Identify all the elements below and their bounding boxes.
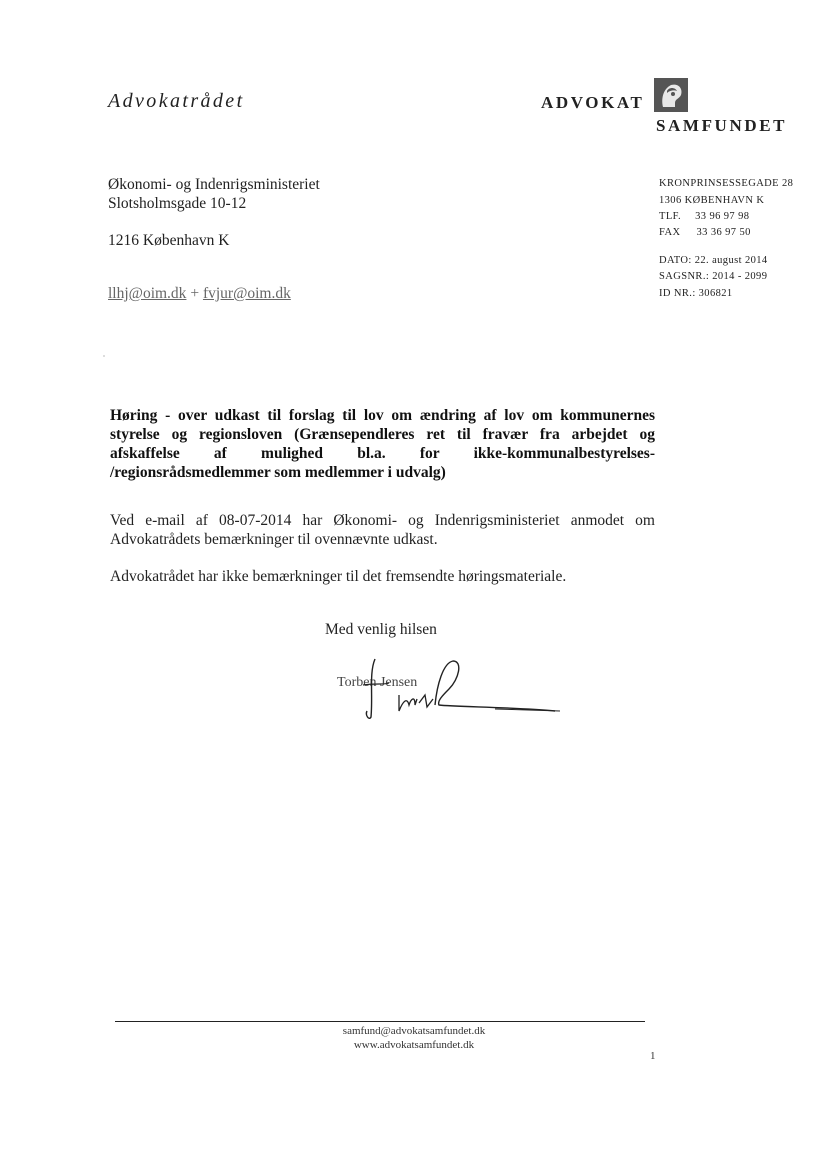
logo-text-advokat: ADVOKAT xyxy=(541,93,645,112)
phone-value: 33 96 97 98 xyxy=(695,211,750,222)
case-number: SAGSNR.: 2014 - 2099 xyxy=(659,271,768,282)
recipient-city: 1216 København K xyxy=(108,232,230,249)
fax-value: 33 36 97 50 xyxy=(696,227,751,238)
advokatsamfundet-emblem-icon xyxy=(653,77,689,113)
para1-line-1: Ved e-mail af 08-07-2014 har Økonomi- og Indenrigsministeriet anmodet om xyxy=(110,512,655,529)
para1-line-2: Advokatrådets bemærkninger til ovennævnte udkast. xyxy=(110,531,438,548)
email-link-1[interactable]: llhj@oim.dk xyxy=(108,285,187,302)
sender-street: KRONPRINSESSEGADE 28 xyxy=(659,178,794,189)
recipient-emails xyxy=(108,285,291,303)
department-name: Advokatrådet xyxy=(108,90,245,112)
footer-email[interactable]: samfund@advokatsamfundet.dk xyxy=(342,1025,486,1037)
body-paragraph-1 xyxy=(110,511,655,549)
recipient-street: Slotsholmsgade 10-12 xyxy=(108,195,247,212)
recipient-name: Økonomi- og Indenrigsministeriet xyxy=(108,176,320,193)
page-number: 1 xyxy=(650,1050,656,1062)
email-link-2[interactable]: fvjur@oim.dk xyxy=(202,285,291,302)
letter-subject xyxy=(110,406,655,482)
sender-fax xyxy=(659,227,751,238)
letter-date: DATO: 22. august 2014 xyxy=(659,255,768,266)
subject-line-1: Høring - over udkast til forslag til lov om ændring af lov om kommunernes xyxy=(110,407,655,424)
logo-text-samfundet: SAMFUNDET xyxy=(656,116,788,135)
sender-city: 1306 KØBENHAVN K xyxy=(659,195,765,206)
subject-line-2: styrelse og regionsloven (Grænsependleres ret til fravær fra arbejdet og xyxy=(110,426,655,443)
signatory-name: Torben Jensen xyxy=(337,675,418,690)
footer-website[interactable]: www.advokatsamfundet.dk xyxy=(353,1039,475,1051)
subject-line-3: afskaffelse af mulighed bl.a. for ikke-kommunalbestyrelses- xyxy=(110,445,655,462)
id-number: ID NR.: 306821 xyxy=(659,288,733,299)
handwritten-signature xyxy=(355,655,565,725)
fax-label: FAX xyxy=(659,227,681,238)
closing-greeting: Med venlig hilsen xyxy=(325,621,437,638)
body-paragraph-2: Advokatrådet har ikke bemærkninger til det fremsendte høringsmateriale. xyxy=(110,568,567,585)
scan-speck xyxy=(103,355,105,357)
subject-line-4: /regionsrådsmedlemmer som medlemmer i udvalg) xyxy=(110,464,446,481)
sender-phone xyxy=(659,211,749,222)
footer-divider xyxy=(115,1021,645,1022)
phone-label: TLF. xyxy=(659,211,682,222)
email-separator: + xyxy=(190,285,200,302)
